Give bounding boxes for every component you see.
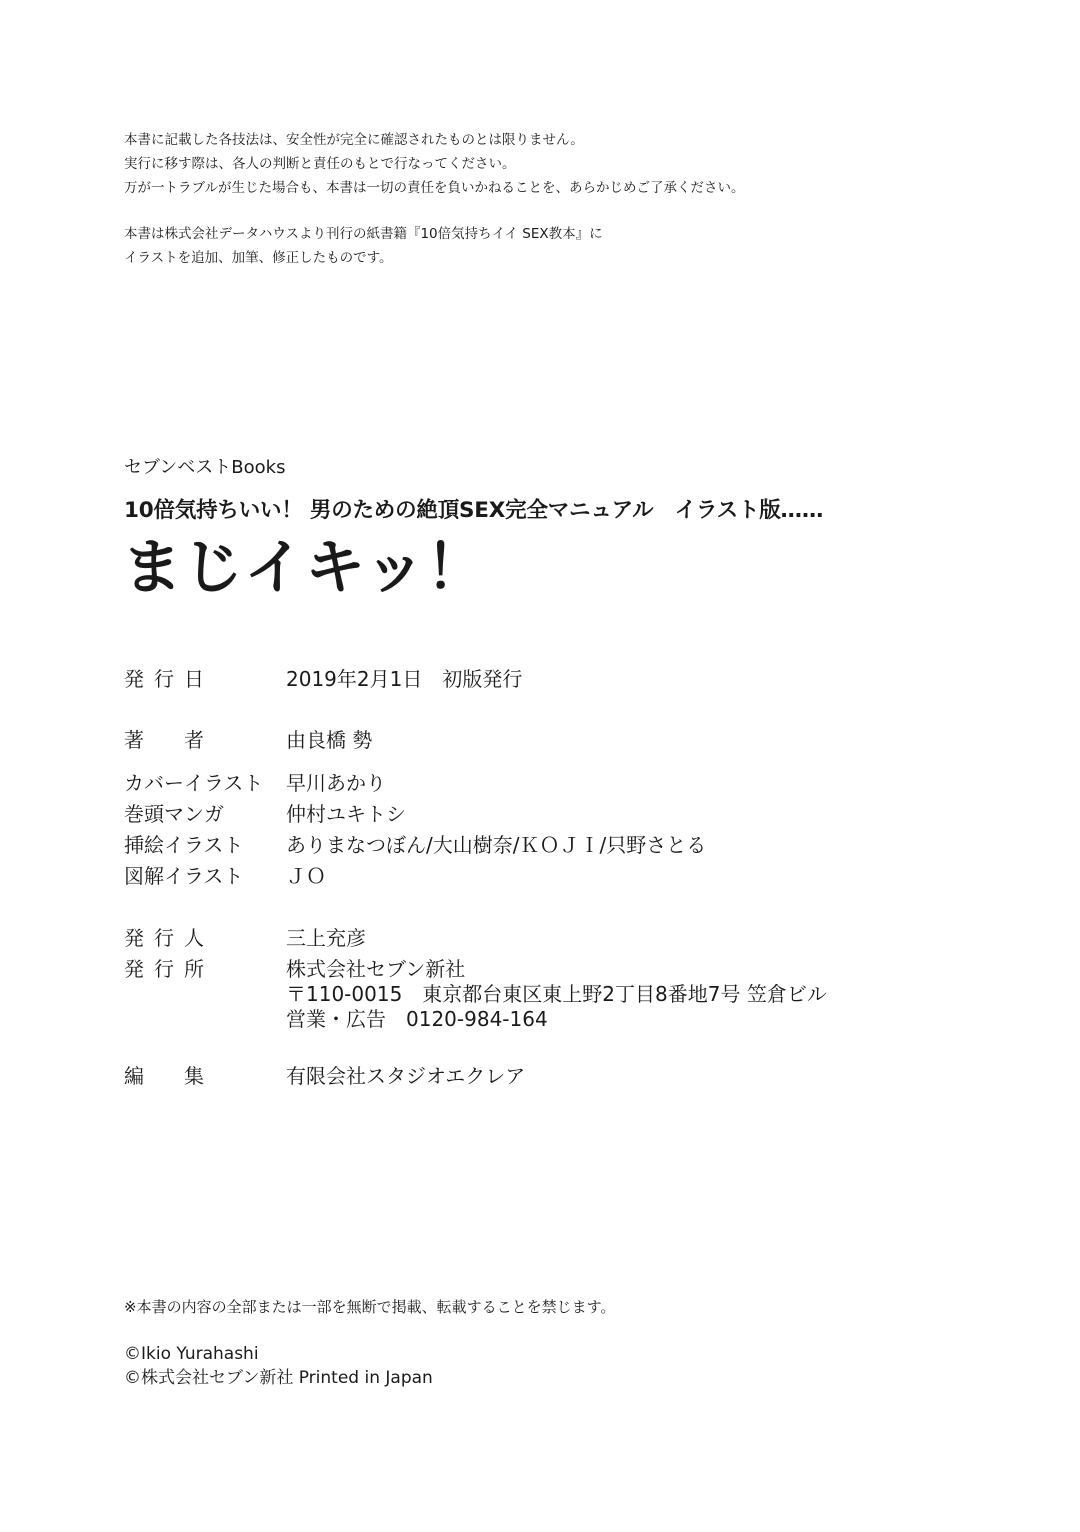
source-line: イラストを追加、加筆、修正したものです。 xyxy=(124,250,393,266)
disclaimer-line: 本書に記載した各技法は、安全性が完全に確認されたものとは限りません。 xyxy=(124,132,584,148)
credit-label: 巻頭マンガ xyxy=(124,802,224,826)
disclaimer-line: 実行に移す際は、各人の判断と責任のもとで行なってください。 xyxy=(124,156,516,172)
disclaimer-line: 万が一トラブルが生じた場合も、本書は一切の責任を負いかねることを、あらかじめご了承ください。 xyxy=(124,180,745,196)
copyright-line: ©Ikio Yurahashi xyxy=(124,1344,259,1364)
credit-value: 仲村ユキトシ xyxy=(286,802,406,826)
credit-label: 著者 xyxy=(124,728,244,752)
source-notice xyxy=(124,222,603,270)
book-subtitle: 10倍気持ちいい！ 男のための絶頂SEX完全マニュアル イラスト版…… xyxy=(124,498,824,523)
publisher-phone: 営業・広告 0120-984-164 xyxy=(286,1007,548,1031)
disclaimer-notice xyxy=(124,128,744,200)
credit-value: ありまなつぼん/大山樹奈/ＫＯＪＩ/只野さとる xyxy=(286,833,707,857)
source-line: 本書は株式会社データハウスより刊行の紙書籍『10倍気持ちイイ SEX教本』に xyxy=(124,226,603,242)
credit-label: 発行日 xyxy=(124,667,214,691)
copyright-line: ©株式会社セブン新社 Printed in Japan xyxy=(124,1368,433,1388)
book-title: まじイキッ！ xyxy=(122,533,487,603)
credit-value: 有限会社スタジオエクレア xyxy=(286,1064,526,1088)
credit-label: 編集 xyxy=(124,1064,244,1088)
credit-value: 早川あかり xyxy=(286,771,386,795)
credit-label: 図解イラスト xyxy=(124,864,244,888)
reproduction-notice: ※本書の内容の全部または一部を無断で掲載、転載することを禁じます。 xyxy=(124,1298,616,1316)
credit-value: 2019年2月1日 初版発行 xyxy=(286,667,523,691)
credit-value: 由良橋 勢 xyxy=(286,728,373,752)
series-name: セブンベストBooks xyxy=(124,457,286,478)
credit-label: 挿絵イラスト xyxy=(124,833,244,857)
credit-label: 発行人 xyxy=(124,926,214,950)
credit-value: 三上充彦 xyxy=(286,926,366,950)
publisher-address: 〒110-0015 東京都台東区東上野2丁目8番地7号 笠倉ビル xyxy=(286,982,827,1006)
publisher-name: 株式会社セブン新社 xyxy=(286,957,466,981)
credit-value: ＪＯ xyxy=(286,864,326,888)
credit-label: カバーイラスト xyxy=(124,771,264,795)
copyright-block xyxy=(124,1342,433,1390)
credit-label: 発行所 xyxy=(124,957,214,981)
